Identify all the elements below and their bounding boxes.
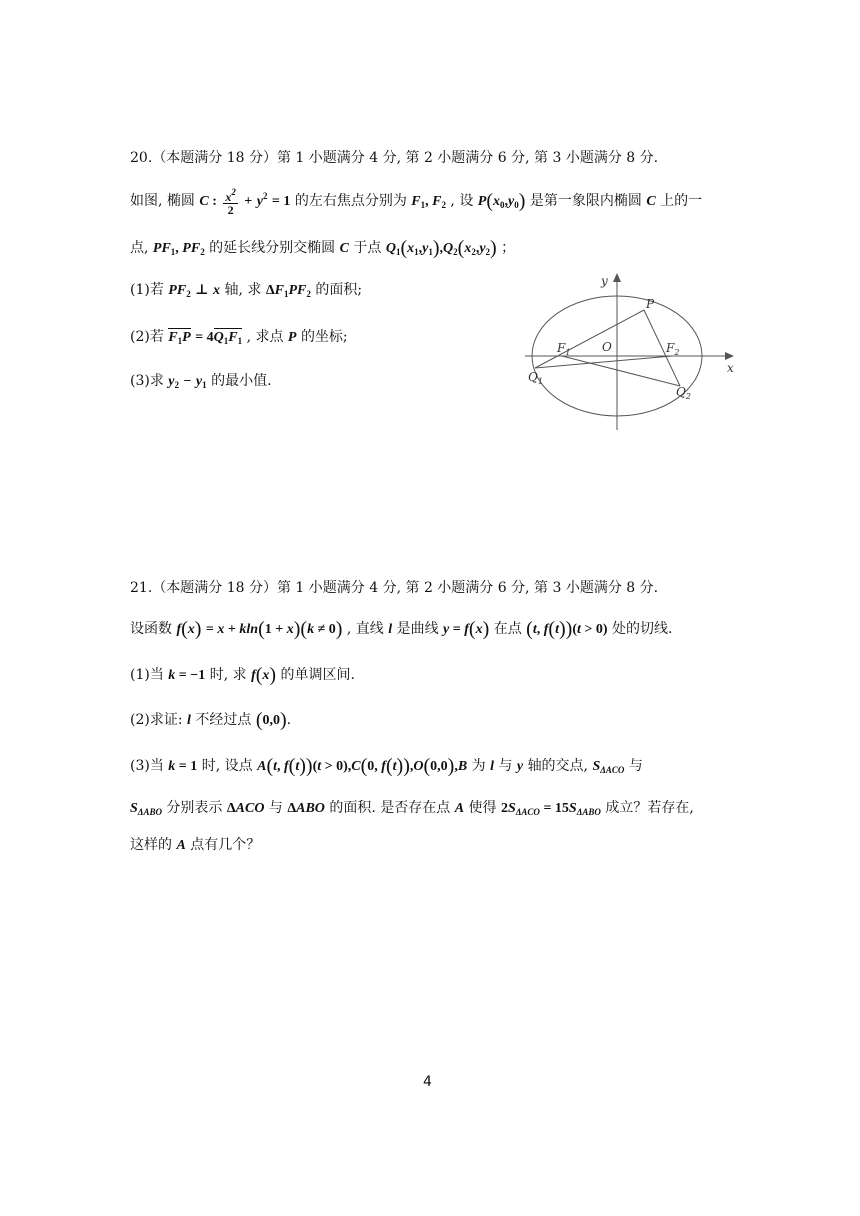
q20-intro-line1: 如图, 椭圆 C : $\frac{x^2}{2}$ + $y^2 = 1$ 的左右焦点分别为 $F_1$, $F_2$ , 设 $P(x_0,y_0)$ 是第一象限内椭圆 C 上的一 — [130, 187, 703, 217]
label-Q2: $Q_2$ — [676, 385, 691, 401]
label-Q1: $Q_1$ — [528, 370, 543, 386]
x-axis-arrow — [725, 352, 734, 360]
page-number: 4 — [423, 1074, 432, 1090]
label-P: P — [646, 297, 655, 311]
fraction: $\frac{x^2}{2}$ — [225, 187, 236, 217]
y-axis-arrow — [613, 273, 621, 282]
label-origin: O — [602, 340, 612, 354]
q21-header: 21.（本题满分 18 分）第 1 小题满分 4 分, 第 2 小题满分 6 分, 第 3 小题满分 8 分. — [130, 580, 659, 596]
q21-part3-line3: 这样的 A 点有几个？ — [130, 837, 261, 853]
q21-part2: (2)求证: l 不经过点 (0,0). — [130, 709, 292, 731]
q21-part3-line2: $S_{\Delta ABO}$ 分别表示 ΔACO 与 ΔABO 的面积. 是否存在点 A 使得 $2S_{\Delta ACO} = 15S_{\Delta ABO}$ 成立？若存在, — [130, 800, 694, 817]
axis-label-x: x — [727, 361, 734, 375]
q20-header: 20.（本题满分 18 分）第 1 小题满分 4 分, 第 2 小题满分 6 分, 第 3 小题满分 8 分. — [130, 150, 659, 166]
q20-part3: (3)求 $y_2 - y_1$ 的最小值. — [130, 373, 272, 390]
label-F1: $F_1$ — [557, 341, 571, 357]
label-F2: $F_2$ — [666, 341, 680, 357]
segment-Q1-P — [535, 310, 644, 368]
q20-intro-line2: 点, $PF_1$, $PF_2$ 的延长线分别交椭圆 C 于点 $Q_1(x_1,y_1),Q_2(x_2,y_2)$ ； — [130, 237, 516, 259]
q21-part3-line1: (3)当 k = 1 时, 设点 A(t, f(t))(t > 0),C(0, f(t)),O(0,0),B 为 l 与 y 轴的交点, $S_{\Delta ACO}$ 与 — [130, 755, 643, 777]
axis-label-y: y — [601, 274, 608, 288]
ellipse-figure — [522, 270, 742, 435]
q20-part1: (1)若 $PF_2$ ⊥ x 轴, 求 $\Delta F_1PF_2$ 的面积; — [130, 282, 363, 299]
q21-part1: (1)当 k = −1 时, 求 f(x) 的单调区间. — [130, 664, 355, 686]
q20-part2: (2)若 $F_1P = 4Q_1F_1$ , 求点 P 的坐标; — [130, 329, 348, 346]
q21-intro: 设函数 f(x) = x + kln(1 + x)(k ≠ 0) , 直线 l 是曲线 y = f(x) 在点 (t, f(t))(t > 0) 处的切线. — [130, 618, 673, 640]
